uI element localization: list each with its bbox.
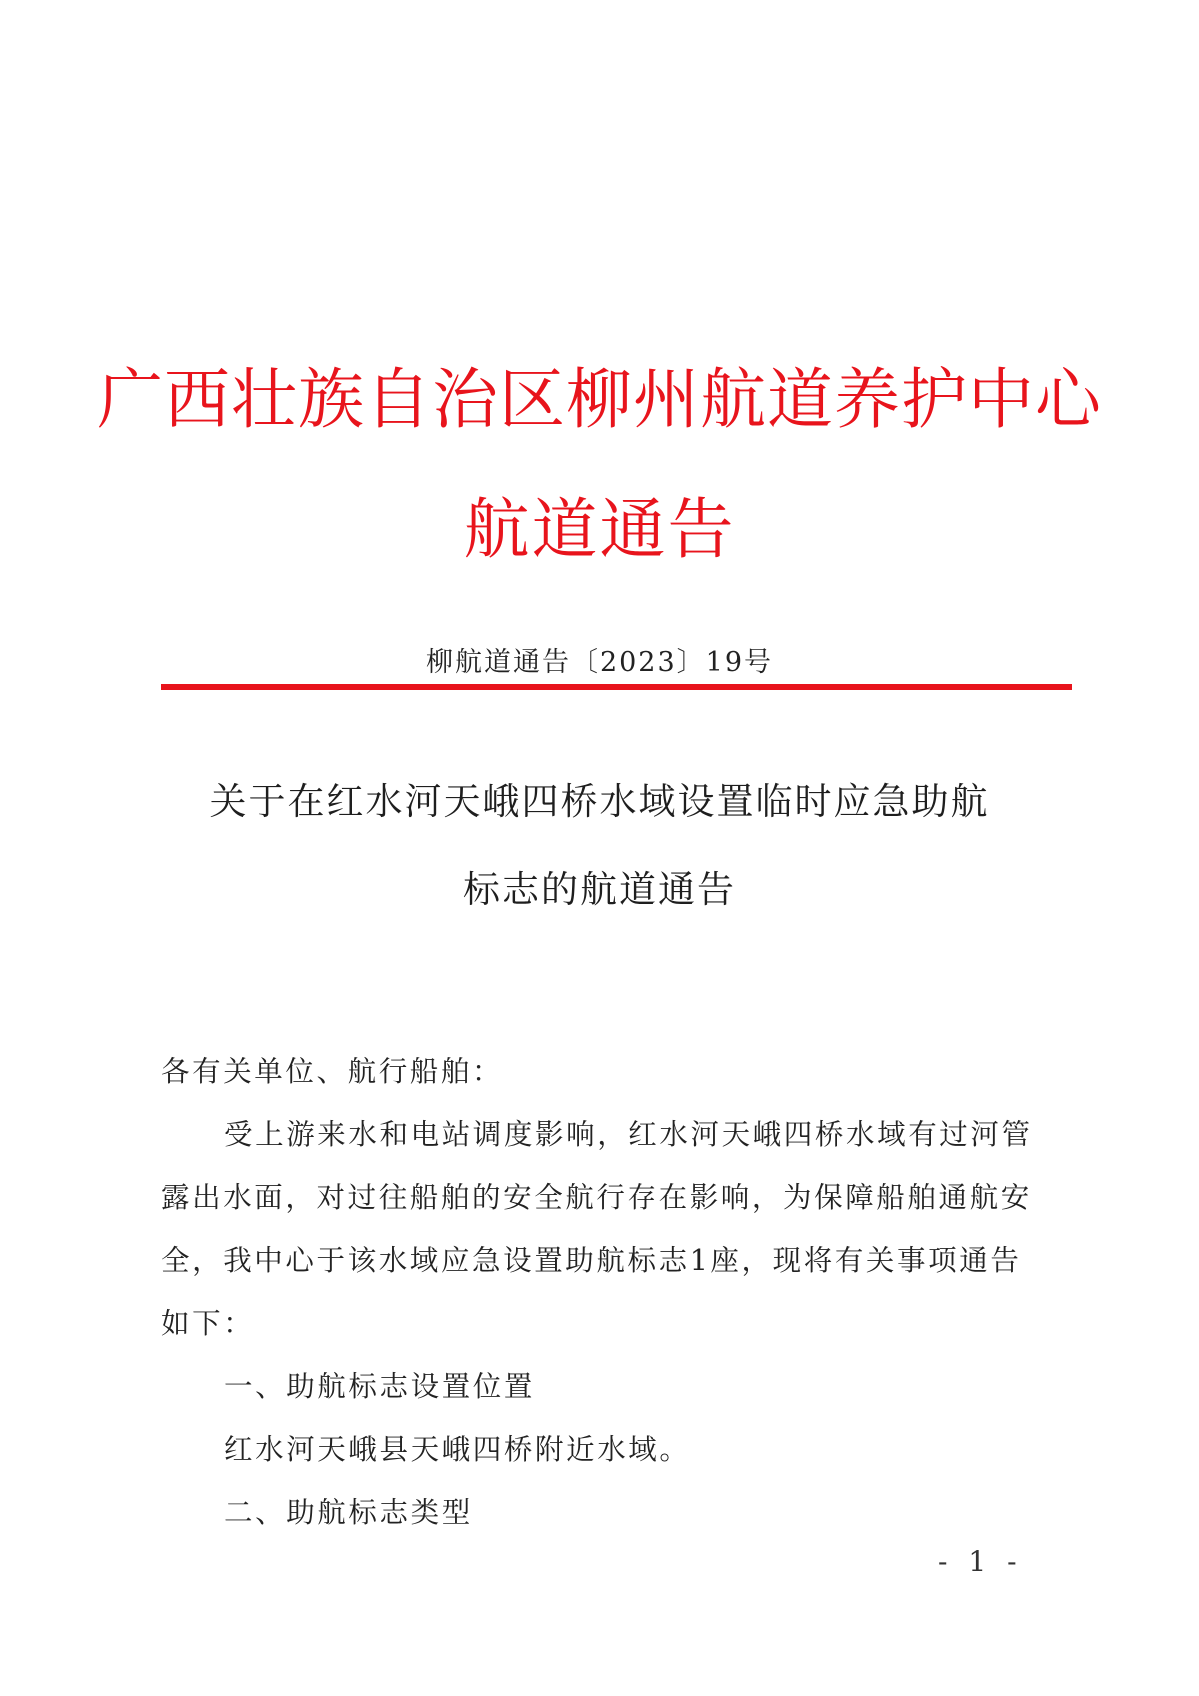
section-1-text: 红水河天峨县天峨四桥附近水域。 — [224, 1433, 691, 1466]
paragraph-line-1: 受上游来水和电站调度影响，红水河天峨四桥水域有过河管 — [224, 1118, 1033, 1151]
salutation: 各有关单位、航行船舶： — [161, 1055, 504, 1088]
notice-title-line-1: 关于在红水河天峨四桥水域设置临时应急助航 — [209, 780, 990, 823]
document-number: 柳航道通告〔2023〕19号 — [425, 647, 774, 678]
document-kind-title: 航道通告 — [463, 491, 736, 568]
paragraph-line-4: 如下： — [161, 1307, 255, 1340]
page-number: - 1 - — [938, 1545, 1023, 1578]
notice-title-line-2: 标志的航道通告 — [463, 868, 736, 911]
organization-title: 广西壮族自治区柳州航道养护中心 — [97, 361, 1102, 438]
paragraph-line-2: 露出水面，对过往船舶的安全航行存在影响，为保障船舶通航安 — [161, 1181, 1032, 1214]
red-separator-line — [161, 684, 1072, 690]
section-2-heading: 二、助航标志类型 — [224, 1496, 473, 1529]
paragraph-line-3: 全，我中心于该水域应急设置助航标志1座，现将有关事项通告 — [161, 1244, 1022, 1277]
section-1-heading: 一、助航标志设置位置 — [224, 1370, 536, 1403]
